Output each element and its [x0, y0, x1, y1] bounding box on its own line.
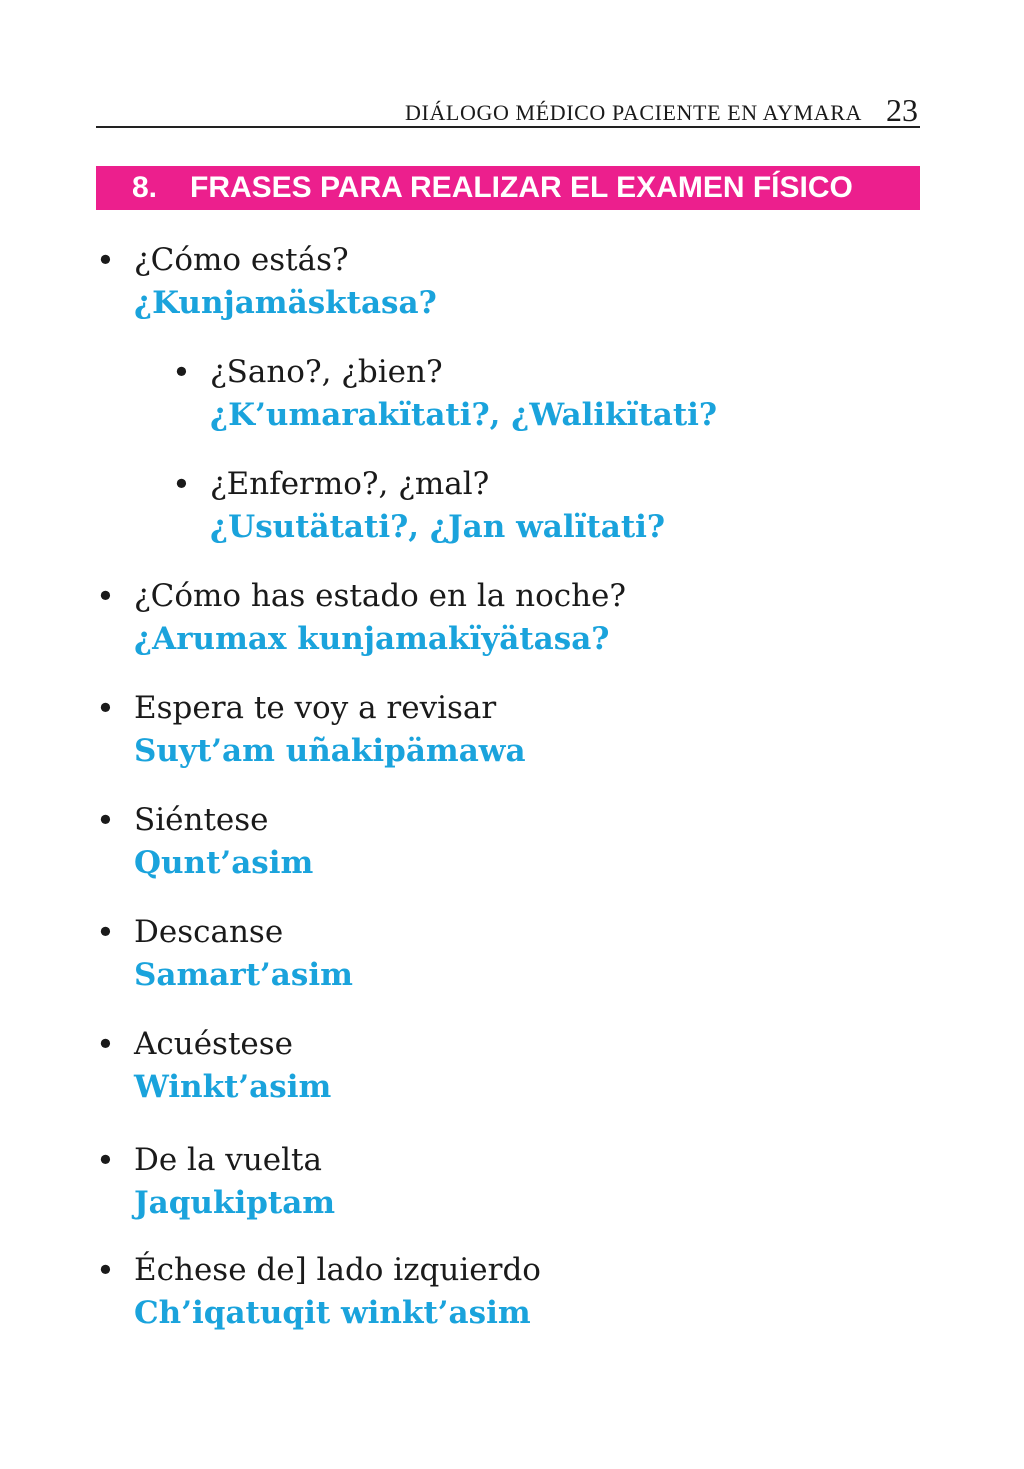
bullet-icon: • [96, 913, 115, 951]
spanish-phrase: ¿Enfermo?, ¿mal? [210, 466, 490, 502]
aymara-phrase: ¿K’umarakïtati?, ¿Walikïtati? [210, 397, 718, 433]
spanish-phrase: Espera te voy a revisar [134, 690, 497, 726]
spanish-phrase: Échese de] lado izquierdo [134, 1252, 541, 1288]
page-number: 23 [886, 92, 918, 128]
aymara-phrase: ¿Kunjamäsktasa? [134, 285, 437, 321]
aymara-phrase: Suyt’am uñakipämawa [134, 733, 526, 769]
bullet-icon: • [96, 577, 115, 615]
spanish-phrase: De la vuelta [134, 1142, 322, 1178]
bullet-icon: • [96, 241, 115, 279]
aymara-phrase: Qunt’asim [134, 845, 314, 881]
spanish-phrase: ¿Sano?, ¿bien? [210, 354, 443, 390]
aymara-phrase: Jaqukiptam [134, 1185, 336, 1221]
bullet-icon: • [172, 353, 191, 391]
bullet-icon: • [172, 465, 191, 503]
section-title: FRASES PARA REALIZAR EL EXAMEN FÍSICO [190, 171, 853, 204]
section-number: 8. [132, 171, 158, 204]
section-heading-bar [96, 166, 920, 210]
bullet-icon: • [96, 801, 115, 839]
aymara-phrase: Samart’asim [134, 957, 353, 993]
running-title: DIÁLOGO MÉDICO PACIENTE EN AYMARA [405, 100, 862, 125]
spanish-phrase: Siéntese [134, 802, 269, 838]
bullet-icon: • [96, 1141, 115, 1179]
spanish-phrase: ¿Cómo has estado en la noche? [134, 578, 627, 614]
aymara-phrase: ¿Usutätati?, ¿Jan walïtati? [210, 509, 666, 545]
aymara-phrase: Ch’iqatuqit winkt’asim [134, 1295, 531, 1331]
spanish-phrase: Acuéstese [134, 1026, 294, 1062]
running-header [96, 92, 920, 128]
spanish-phrase: ¿Cómo estás? [134, 242, 349, 278]
spanish-phrase: Descanse [134, 914, 284, 950]
bullet-icon: • [96, 689, 115, 727]
bullet-icon: • [96, 1251, 115, 1289]
bullet-icon: • [96, 1025, 115, 1063]
aymara-phrase: Winkt’asim [134, 1069, 332, 1105]
aymara-phrase: ¿Arumax kunjamakïyätasa? [134, 621, 610, 657]
